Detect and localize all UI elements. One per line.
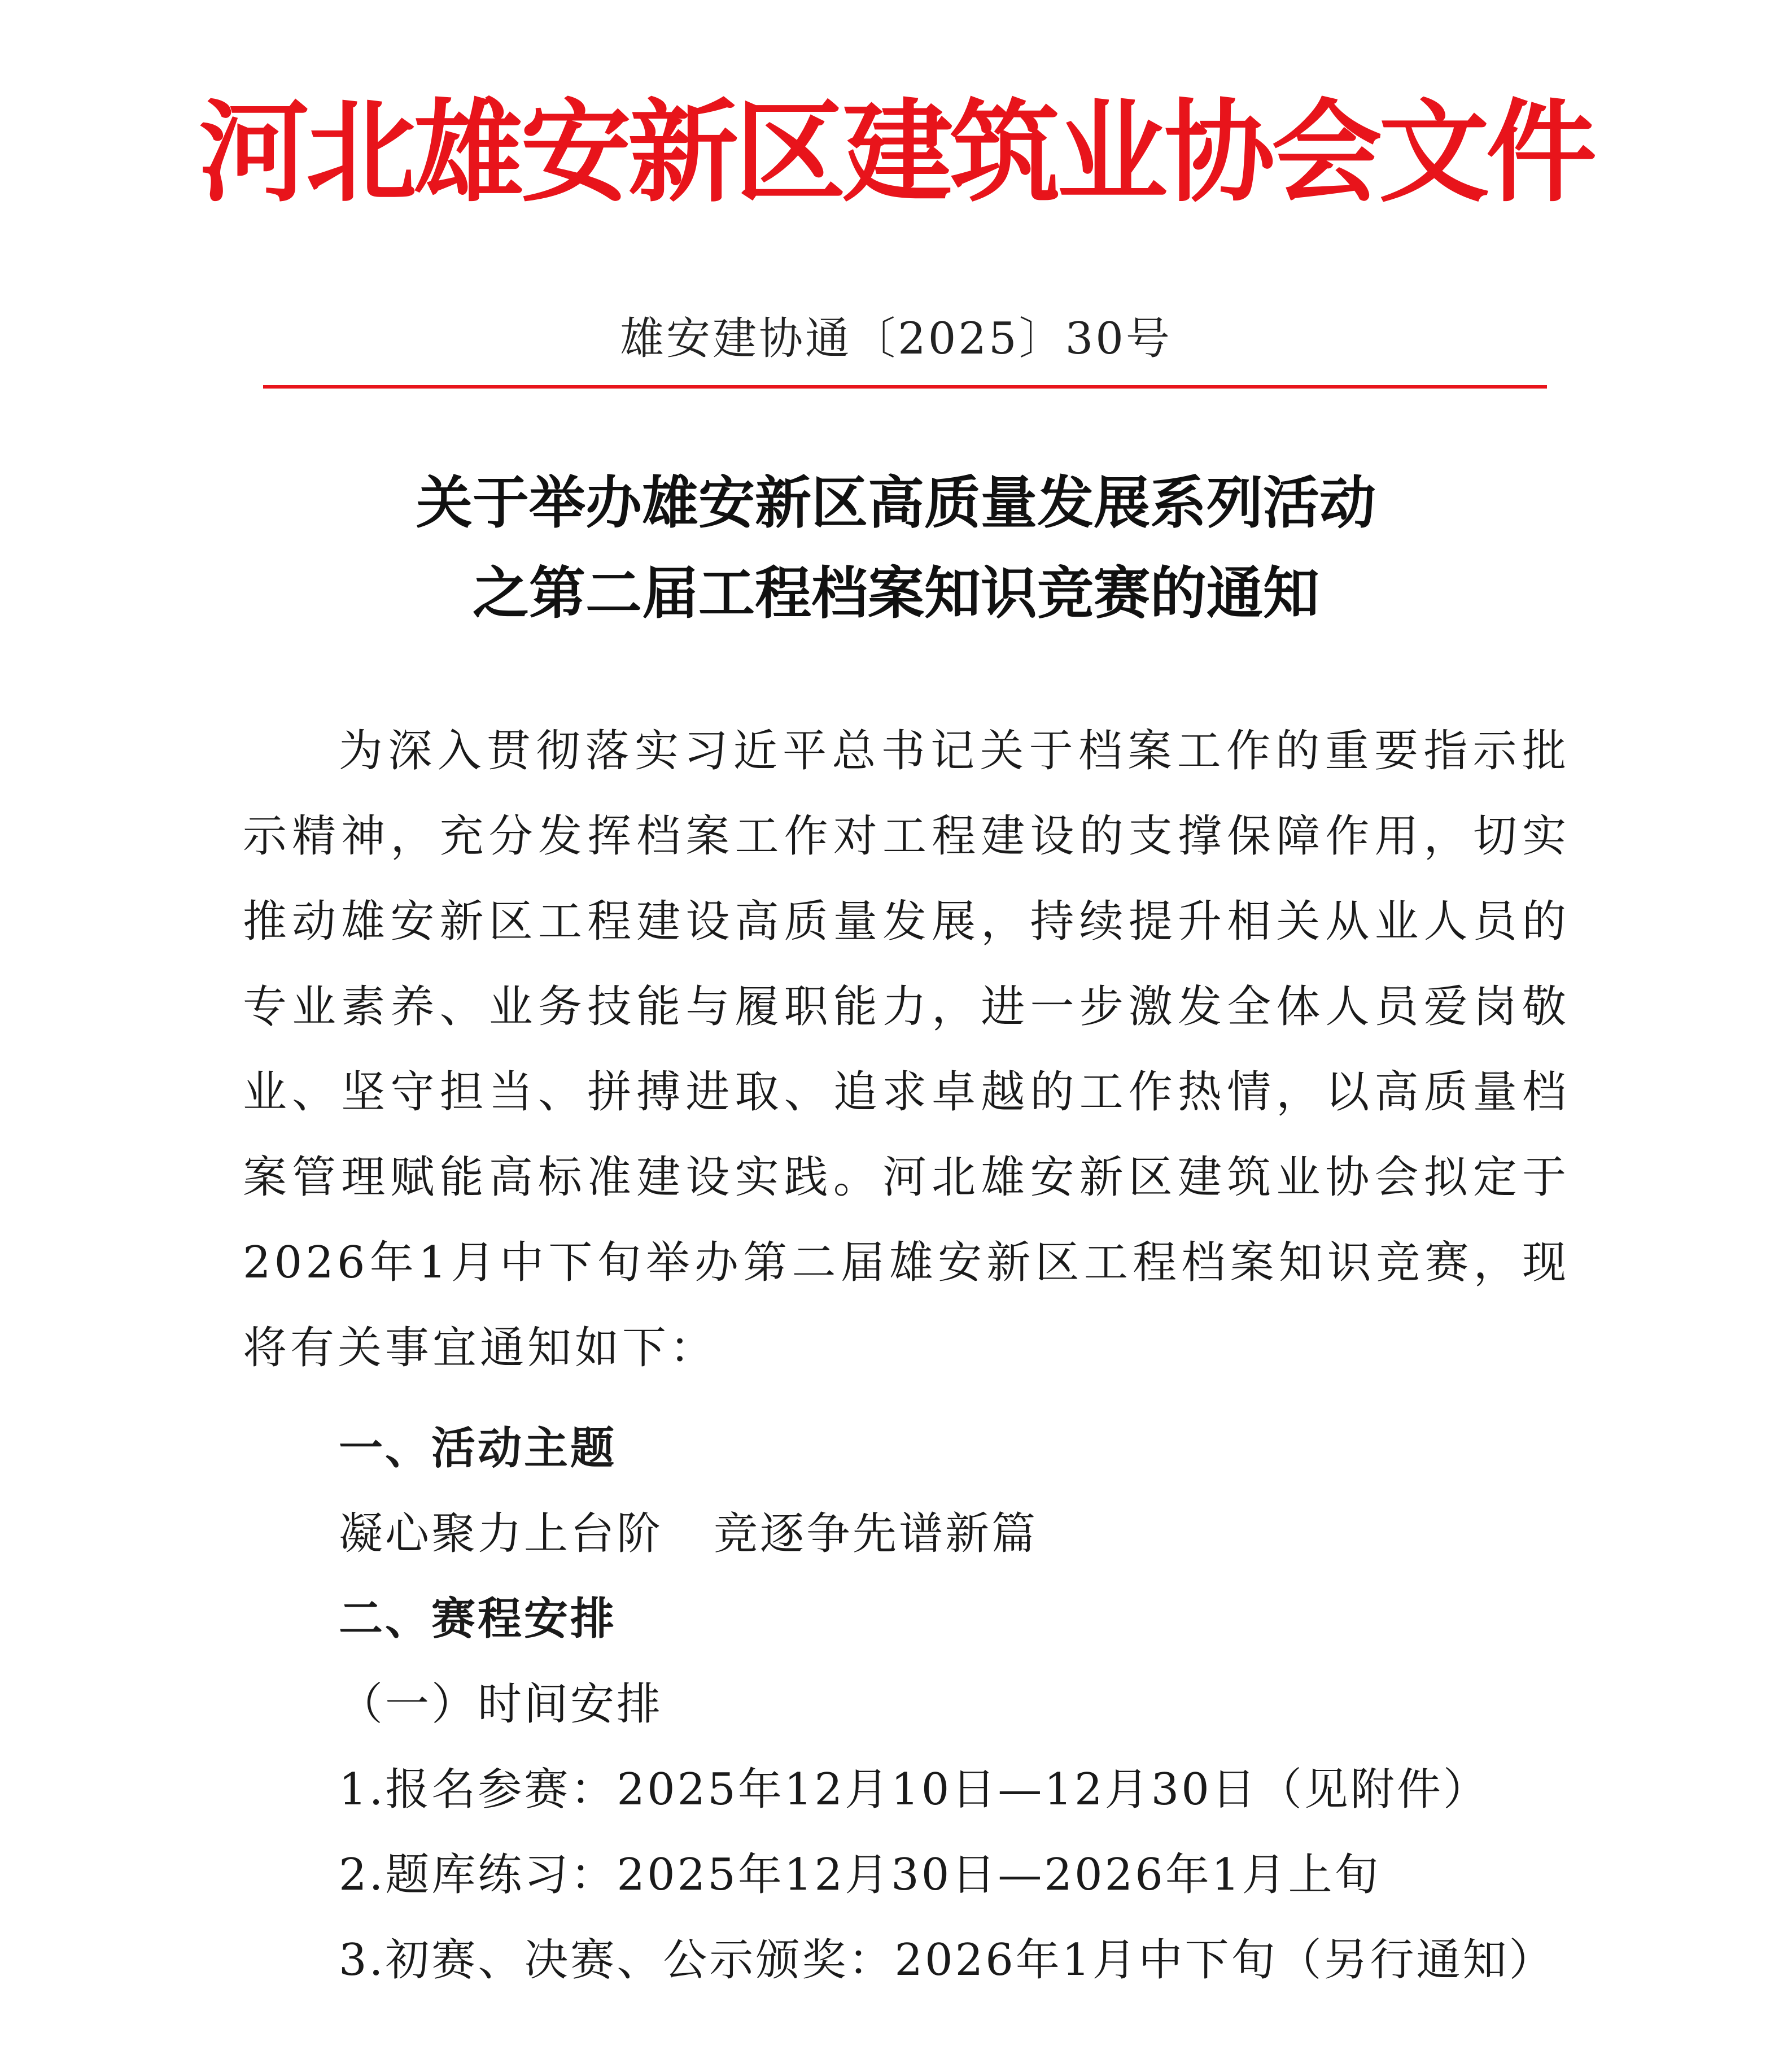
schedule-item-2: 2.题库练习：2025年12月30日—2026年1月上旬: [339, 1850, 1381, 1900]
red-divider-line: [263, 385, 1547, 389]
notice-title: [0, 457, 1792, 638]
schedule-item-1: 1.报名参赛：2025年12月10日—12月30日（见附件）: [339, 1764, 1489, 1815]
theme-part-a: 凝心聚力上台阶: [339, 1508, 663, 1559]
section-2-heading: 二、赛程安排: [339, 1594, 617, 1645]
section-2-subheading: （一）时间安排: [339, 1679, 663, 1730]
body-paragraph: 为深入贯彻落实习近平总书记关于档案工作的重要指示批示精神，充分发挥档案工作对工程建设的支撑保障作用，切实推动雄安新区工程建设高质量发展，持续提升相关从业人员的专业素养、业务技能与履职能力，进一步激发全体人员爱岗敬业、坚守担当、拼搏进取、追求卓越的工作热情，以高质量档案管理赋能高标准建设实践。河北雄安新区建筑业协会拟定于2026年1月中下旬举办第二届雄安新区工程档案知识竞赛，现将有关事宜通知如下：: [243, 726, 1570, 1373]
sections: [243, 1406, 1570, 2003]
notice-title-line-1: 关于举办雄安新区高质量发展系列活动: [416, 469, 1376, 536]
masthead-title: 河北雄安新区建筑业协会文件: [198, 88, 1593, 217]
document-number: 雄安建协通〔2025〕30号: [620, 313, 1172, 364]
notice-title-line-2: 之第二届工程档案知识竞赛的通知: [473, 560, 1319, 626]
schedule-item-3: 3.初赛、决赛、公示颁奖：2026年1月中下旬（另行通知）: [339, 1935, 1555, 1986]
theme-part-b: 竞逐争先谱新篇: [714, 1508, 1038, 1559]
section-1-heading: 一、活动主题: [339, 1423, 617, 1474]
section-1-theme: [243, 1491, 1570, 1577]
